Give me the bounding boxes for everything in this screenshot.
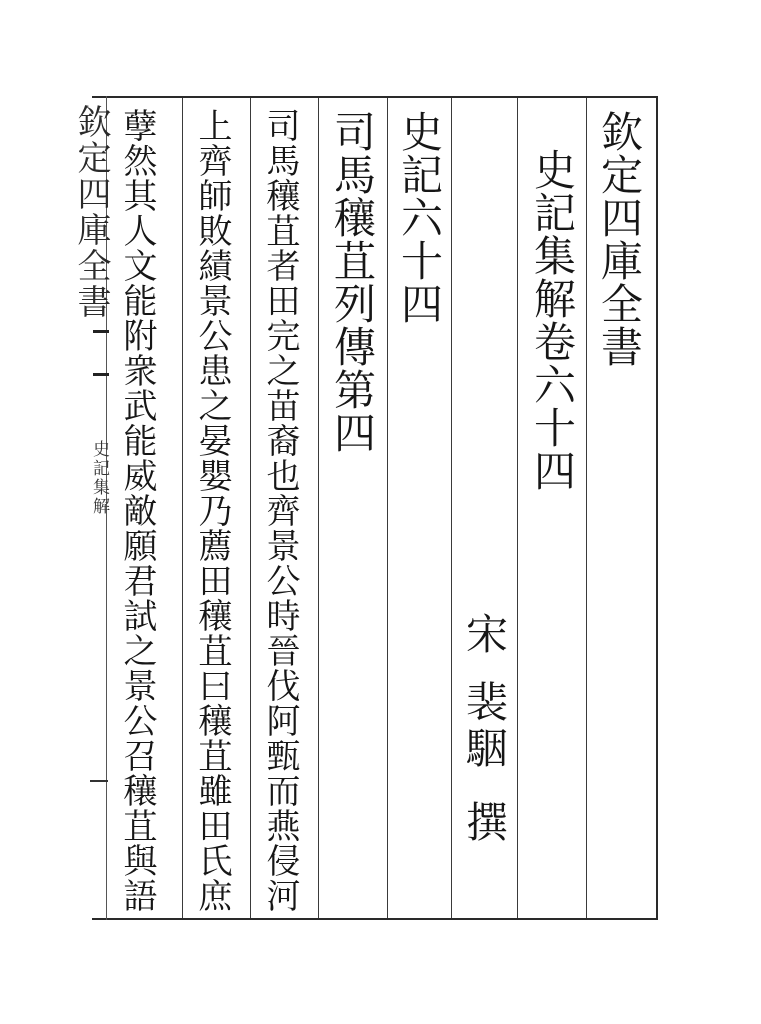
author-name: 裴駰 — [460, 680, 509, 772]
column-rule — [451, 98, 452, 918]
body-text-column: 孽然其人文能附衆武能威敵願君試之景公召穰苴與語 — [117, 108, 157, 913]
fold-tick-mark — [90, 780, 108, 782]
column-rule — [250, 98, 251, 918]
book-title: 欽定四庫全書 — [595, 110, 644, 368]
column-rule — [318, 98, 319, 918]
margin-book-title: 欽定四庫全書 — [71, 104, 111, 320]
column-rule — [387, 98, 388, 918]
margin-label: 史記集解 — [89, 440, 109, 516]
frame-right-border — [656, 96, 658, 920]
body-text-column: 上齊師敗績景公患之晏嬰乃薦田穰苴曰穰苴雖田氏庶 — [192, 108, 232, 913]
author-dynasty: 宋 — [460, 612, 509, 655]
frame-top-border — [92, 96, 658, 98]
volume-heading: 史記集解卷六十四 — [528, 148, 577, 492]
fold-fishtail-mark — [93, 330, 109, 376]
body-text-column: 司馬穰苴者田完之苗裔也齊景公時晉伐阿甄而燕侵河 — [260, 108, 300, 913]
column-rule — [517, 98, 518, 918]
frame-bottom-border — [92, 918, 658, 920]
chapter-title: 司馬穰苴列傳第四 — [328, 110, 377, 454]
chapter-label: 史記六十四 — [395, 110, 444, 325]
column-rule — [182, 98, 183, 918]
author-role: 撰 — [460, 800, 509, 843]
column-rule — [586, 98, 587, 918]
